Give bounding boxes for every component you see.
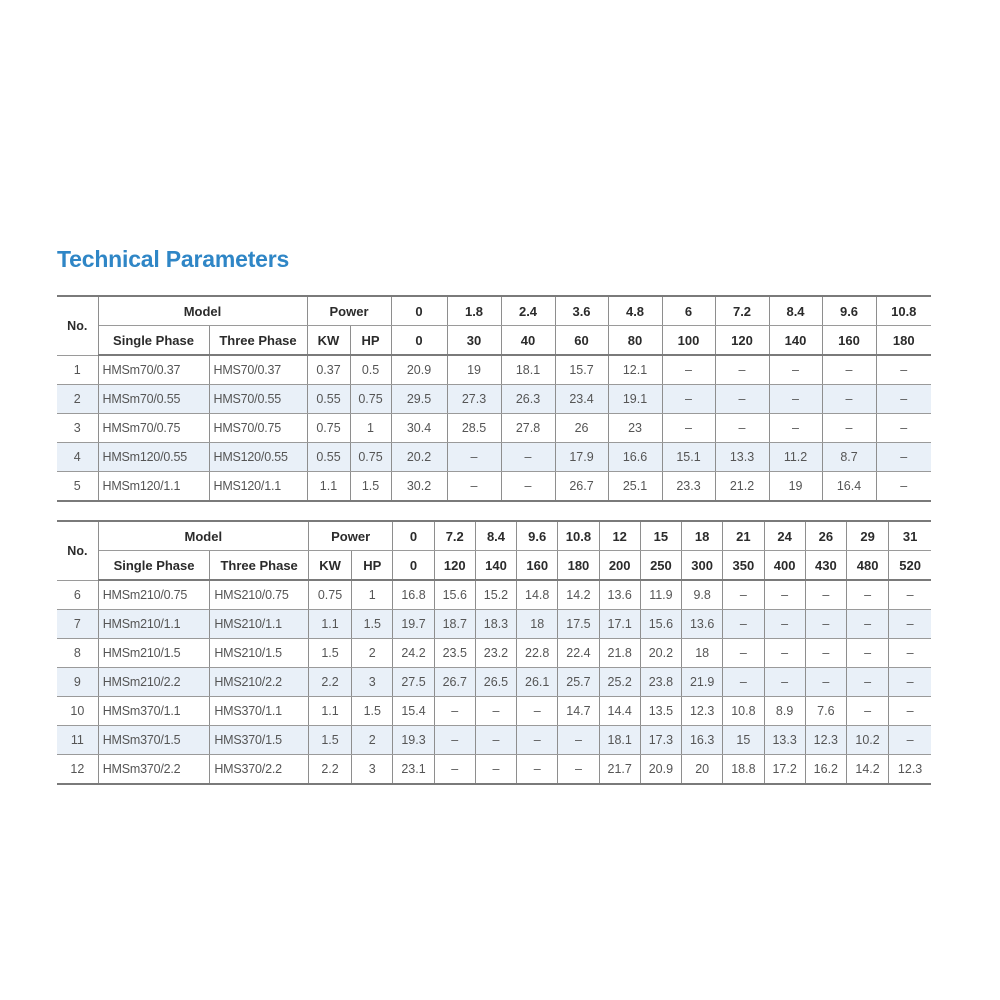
flow-header-top: 2.4	[501, 296, 555, 326]
head-value-cell: –	[434, 726, 475, 755]
flow-header-bottom: 60	[555, 326, 608, 356]
power-header: Power	[308, 521, 392, 551]
flow-header-bottom: 80	[608, 326, 662, 356]
table-row	[57, 726, 931, 755]
row-number-cell: 12	[57, 755, 98, 785]
head-value-cell: 8.9	[764, 697, 805, 726]
head-value-cell: 14.8	[517, 580, 558, 610]
head-value-cell: 26.7	[434, 668, 475, 697]
head-value-cell: –	[805, 668, 846, 697]
head-value-cell: –	[501, 443, 555, 472]
single-phase-model-cell: HMSm370/1.5	[98, 726, 210, 755]
flow-header-top: 3.6	[555, 296, 608, 326]
head-value-cell: 20.9	[640, 755, 681, 785]
flow-header-top: 8.4	[769, 296, 822, 326]
head-value-cell: 21.9	[682, 668, 723, 697]
head-value-cell: –	[662, 355, 715, 385]
head-value-cell: 14.2	[558, 580, 599, 610]
head-value-cell: 14.7	[558, 697, 599, 726]
head-value-cell: 10.2	[846, 726, 888, 755]
head-value-cell: –	[846, 639, 888, 668]
row-number-cell: 8	[57, 639, 98, 668]
head-value-cell: 9.8	[682, 580, 723, 610]
head-value-cell: 17.2	[764, 755, 805, 785]
kw-cell: 1.1	[308, 697, 351, 726]
head-value-cell: 18.1	[599, 726, 640, 755]
table-body	[57, 355, 931, 501]
flow-header-bottom: 0	[393, 551, 434, 581]
hp-cell: 0.5	[350, 355, 391, 385]
head-value-cell: –	[822, 414, 876, 443]
head-value-cell: 13.6	[682, 610, 723, 639]
flow-header-bottom: 250	[640, 551, 681, 581]
head-value-cell: 11.2	[769, 443, 822, 472]
flow-header-bottom: 520	[889, 551, 931, 581]
head-value-cell: 20.9	[391, 355, 447, 385]
head-value-cell: 18.1	[501, 355, 555, 385]
head-value-cell: 22.4	[558, 639, 599, 668]
head-value-cell: 30.2	[391, 472, 447, 502]
head-value-cell: 14.2	[846, 755, 888, 785]
flow-header-bottom: 400	[764, 551, 805, 581]
table-row	[57, 472, 931, 502]
head-value-cell: 20.2	[391, 443, 447, 472]
single-phase-model-cell: HMSm70/0.37	[98, 355, 209, 385]
flow-header-top: 21	[723, 521, 764, 551]
model-header: Model	[98, 521, 308, 551]
head-value-cell: 11.9	[640, 580, 681, 610]
head-value-cell: 17.3	[640, 726, 681, 755]
head-value-cell: 16.6	[608, 443, 662, 472]
model-header: Model	[98, 296, 307, 326]
table-row	[57, 755, 931, 785]
flow-header-top: 31	[889, 521, 931, 551]
table-row	[57, 385, 931, 414]
head-value-cell: 16.2	[805, 755, 846, 785]
table-body	[57, 580, 931, 784]
head-value-cell: 18.8	[723, 755, 764, 785]
head-value-cell: 15.6	[640, 610, 681, 639]
three-phase-model-cell: HMS370/1.1	[210, 697, 309, 726]
header-row-bottom	[57, 326, 931, 356]
head-value-cell: –	[434, 755, 475, 785]
table-row	[57, 697, 931, 726]
head-value-cell: 20.2	[640, 639, 681, 668]
head-value-cell: 23.4	[555, 385, 608, 414]
row-number-cell: 5	[57, 472, 98, 502]
head-value-cell: –	[876, 385, 931, 414]
table-row	[57, 580, 931, 610]
head-value-cell: –	[723, 668, 764, 697]
head-value-cell: 18.7	[434, 610, 475, 639]
hp-cell: 2	[352, 639, 393, 668]
head-value-cell: –	[764, 668, 805, 697]
single-phase-header: Single Phase	[98, 326, 209, 356]
row-number-cell: 1	[57, 355, 98, 385]
three-phase-header: Three Phase	[209, 326, 307, 356]
head-value-cell: –	[475, 755, 516, 785]
no-header: No.	[57, 521, 98, 580]
flow-header-bottom: 160	[517, 551, 558, 581]
head-value-cell: –	[846, 697, 888, 726]
kw-cell: 1.5	[308, 639, 351, 668]
head-value-cell: 18.3	[475, 610, 516, 639]
head-value-cell: –	[889, 580, 931, 610]
hp-cell: 0.75	[350, 385, 391, 414]
head-value-cell: –	[846, 668, 888, 697]
head-value-cell: –	[889, 726, 931, 755]
head-value-cell: 24.2	[393, 639, 434, 668]
kw-cell: 2.2	[308, 668, 351, 697]
three-phase-model-cell: HMS120/1.1	[209, 472, 307, 502]
head-value-cell: –	[723, 639, 764, 668]
spec-table-1	[57, 295, 931, 502]
flow-header-top: 0	[393, 521, 434, 551]
single-phase-header: Single Phase	[98, 551, 210, 581]
single-phase-model-cell: HMSm210/2.2	[98, 668, 210, 697]
hp-cell: 2	[352, 726, 393, 755]
hp-cell: 1.5	[352, 610, 393, 639]
head-value-cell: –	[715, 414, 769, 443]
head-value-cell: –	[805, 639, 846, 668]
hp-cell: 1.5	[350, 472, 391, 502]
flow-header-top: 24	[764, 521, 805, 551]
head-value-cell: 25.2	[599, 668, 640, 697]
three-phase-header: Three Phase	[210, 551, 309, 581]
three-phase-model-cell: HMS370/1.5	[210, 726, 309, 755]
single-phase-model-cell: HMSm210/1.1	[98, 610, 210, 639]
table-row	[57, 639, 931, 668]
head-value-cell: –	[434, 697, 475, 726]
head-value-cell: –	[889, 697, 931, 726]
head-value-cell: 23.1	[393, 755, 434, 785]
head-value-cell: –	[723, 610, 764, 639]
head-value-cell: 28.5	[447, 414, 501, 443]
hp-cell: 0.75	[350, 443, 391, 472]
single-phase-model-cell: HMSm120/1.1	[98, 472, 209, 502]
head-value-cell: –	[876, 443, 931, 472]
flow-header-top: 9.6	[517, 521, 558, 551]
head-value-cell: 15.2	[475, 580, 516, 610]
head-value-cell: –	[769, 414, 822, 443]
flow-header-bottom: 140	[475, 551, 516, 581]
three-phase-model-cell: HMS210/0.75	[210, 580, 309, 610]
head-value-cell: 26.1	[517, 668, 558, 697]
head-value-cell: 17.1	[599, 610, 640, 639]
head-value-cell: –	[447, 472, 501, 502]
head-value-cell: –	[558, 755, 599, 785]
single-phase-model-cell: HMSm210/0.75	[98, 580, 210, 610]
hp-header: HP	[352, 551, 393, 581]
head-value-cell: –	[715, 385, 769, 414]
head-value-cell: 27.3	[447, 385, 501, 414]
head-value-cell: –	[889, 639, 931, 668]
head-value-cell: –	[517, 726, 558, 755]
head-value-cell: 17.9	[555, 443, 608, 472]
head-value-cell: –	[517, 697, 558, 726]
kw-cell: 0.55	[307, 443, 350, 472]
head-value-cell: 26.5	[475, 668, 516, 697]
head-value-cell: 16.4	[822, 472, 876, 502]
head-value-cell: 13.5	[640, 697, 681, 726]
hp-cell: 1.5	[352, 697, 393, 726]
head-value-cell: –	[876, 414, 931, 443]
header-row-bottom	[57, 551, 931, 581]
flow-header-top: 9.6	[822, 296, 876, 326]
head-value-cell: 21.8	[599, 639, 640, 668]
table-row	[57, 355, 931, 385]
head-value-cell: 23	[608, 414, 662, 443]
head-value-cell: –	[475, 726, 516, 755]
kw-cell: 2.2	[308, 755, 351, 785]
hp-header: HP	[350, 326, 391, 356]
single-phase-model-cell: HMSm120/0.55	[98, 443, 209, 472]
head-value-cell: –	[876, 355, 931, 385]
head-value-cell: 20	[682, 755, 723, 785]
head-value-cell: –	[558, 726, 599, 755]
flow-header-bottom: 120	[434, 551, 475, 581]
flow-header-top: 12	[599, 521, 640, 551]
head-value-cell: 22.8	[517, 639, 558, 668]
head-value-cell: 15.6	[434, 580, 475, 610]
power-header: Power	[307, 296, 391, 326]
head-value-cell: 15	[723, 726, 764, 755]
flow-header-bottom: 180	[876, 326, 931, 356]
flow-header-bottom: 120	[715, 326, 769, 356]
head-value-cell: –	[447, 443, 501, 472]
flow-header-top: 15	[640, 521, 681, 551]
head-value-cell: –	[846, 610, 888, 639]
row-number-cell: 10	[57, 697, 98, 726]
flow-header-bottom: 30	[447, 326, 501, 356]
table-header	[57, 521, 931, 580]
row-number-cell: 3	[57, 414, 98, 443]
head-value-cell: 15.4	[393, 697, 434, 726]
flow-header-bottom: 160	[822, 326, 876, 356]
three-phase-model-cell: HMS370/2.2	[210, 755, 309, 785]
hp-cell: 1	[352, 580, 393, 610]
single-phase-model-cell: HMSm210/1.5	[98, 639, 210, 668]
flow-header-top: 7.2	[434, 521, 475, 551]
row-number-cell: 2	[57, 385, 98, 414]
kw-cell: 1.1	[308, 610, 351, 639]
head-value-cell: 26.7	[555, 472, 608, 502]
header-row-top	[57, 521, 931, 551]
flow-header-bottom: 480	[846, 551, 888, 581]
kw-cell: 0.75	[307, 414, 350, 443]
three-phase-model-cell: HMS70/0.55	[209, 385, 307, 414]
row-number-cell: 6	[57, 580, 98, 610]
head-value-cell: 12.1	[608, 355, 662, 385]
kw-header: KW	[308, 551, 351, 581]
head-value-cell: 23.2	[475, 639, 516, 668]
flow-header-bottom: 140	[769, 326, 822, 356]
flow-header-bottom: 40	[501, 326, 555, 356]
head-value-cell: 12.3	[889, 755, 931, 785]
table-header	[57, 296, 931, 355]
flow-header-top: 0	[391, 296, 447, 326]
head-value-cell: –	[805, 580, 846, 610]
flow-header-top: 26	[805, 521, 846, 551]
kw-header: KW	[307, 326, 350, 356]
header-row-top	[57, 296, 931, 326]
row-number-cell: 11	[57, 726, 98, 755]
three-phase-model-cell: HMS210/1.5	[210, 639, 309, 668]
row-number-cell: 4	[57, 443, 98, 472]
head-value-cell: –	[715, 355, 769, 385]
head-value-cell: –	[889, 610, 931, 639]
flow-header-bottom: 100	[662, 326, 715, 356]
head-value-cell: 15.7	[555, 355, 608, 385]
head-value-cell: –	[822, 385, 876, 414]
head-value-cell: 19	[447, 355, 501, 385]
three-phase-model-cell: HMS120/0.55	[209, 443, 307, 472]
head-value-cell: 16.8	[393, 580, 434, 610]
flow-header-bottom: 180	[558, 551, 599, 581]
head-value-cell: 18	[517, 610, 558, 639]
head-value-cell: –	[769, 385, 822, 414]
head-value-cell: –	[822, 355, 876, 385]
head-value-cell: –	[723, 580, 764, 610]
three-phase-model-cell: HMS210/2.2	[210, 668, 309, 697]
head-value-cell: 13.3	[715, 443, 769, 472]
row-number-cell: 9	[57, 668, 98, 697]
head-value-cell: –	[764, 610, 805, 639]
table-row	[57, 414, 931, 443]
flow-header-bottom: 200	[599, 551, 640, 581]
head-value-cell: 15.1	[662, 443, 715, 472]
flow-header-top: 6	[662, 296, 715, 326]
flow-header-bottom: 350	[723, 551, 764, 581]
head-value-cell: 23.5	[434, 639, 475, 668]
head-value-cell: 23.3	[662, 472, 715, 502]
flow-header-top: 10.8	[876, 296, 931, 326]
single-phase-model-cell: HMSm70/0.55	[98, 385, 209, 414]
head-value-cell: 25.7	[558, 668, 599, 697]
head-value-cell: –	[889, 668, 931, 697]
head-value-cell: –	[876, 472, 931, 502]
flow-header-top: 1.8	[447, 296, 501, 326]
head-value-cell: 13.6	[599, 580, 640, 610]
head-value-cell: 26	[555, 414, 608, 443]
three-phase-model-cell: HMS210/1.1	[210, 610, 309, 639]
head-value-cell: 29.5	[391, 385, 447, 414]
head-value-cell: –	[764, 639, 805, 668]
head-value-cell: 12.3	[682, 697, 723, 726]
head-value-cell: 18	[682, 639, 723, 668]
single-phase-model-cell: HMSm70/0.75	[98, 414, 209, 443]
head-value-cell: 10.8	[723, 697, 764, 726]
kw-cell: 0.75	[308, 580, 351, 610]
three-phase-model-cell: HMS70/0.37	[209, 355, 307, 385]
head-value-cell: 8.7	[822, 443, 876, 472]
head-value-cell: 12.3	[805, 726, 846, 755]
head-value-cell: –	[769, 355, 822, 385]
head-value-cell: 14.4	[599, 697, 640, 726]
kw-cell: 1.1	[307, 472, 350, 502]
head-value-cell: –	[805, 610, 846, 639]
kw-cell: 0.55	[307, 385, 350, 414]
head-value-cell: 19.7	[393, 610, 434, 639]
flow-header-top: 29	[846, 521, 888, 551]
head-value-cell: –	[846, 580, 888, 610]
head-value-cell: 19	[769, 472, 822, 502]
spec-table-2	[57, 520, 931, 785]
flow-header-top: 7.2	[715, 296, 769, 326]
head-value-cell: 19.3	[393, 726, 434, 755]
head-value-cell: 25.1	[608, 472, 662, 502]
flow-header-bottom: 0	[391, 326, 447, 356]
head-value-cell: 17.5	[558, 610, 599, 639]
head-value-cell: –	[764, 580, 805, 610]
kw-cell: 0.37	[307, 355, 350, 385]
hp-cell: 1	[350, 414, 391, 443]
head-value-cell: 7.6	[805, 697, 846, 726]
page-title: Technical Parameters	[57, 246, 290, 272]
head-value-cell: –	[517, 755, 558, 785]
flow-header-bottom: 430	[805, 551, 846, 581]
flow-header-bottom: 300	[682, 551, 723, 581]
head-value-cell: –	[662, 385, 715, 414]
head-value-cell: 21.2	[715, 472, 769, 502]
head-value-cell: 21.7	[599, 755, 640, 785]
hp-cell: 3	[352, 668, 393, 697]
head-value-cell: 16.3	[682, 726, 723, 755]
row-number-cell: 7	[57, 610, 98, 639]
head-value-cell: 30.4	[391, 414, 447, 443]
head-value-cell: 26.3	[501, 385, 555, 414]
single-phase-model-cell: HMSm370/1.1	[98, 697, 210, 726]
flow-header-top: 8.4	[475, 521, 516, 551]
flow-header-top: 18	[682, 521, 723, 551]
flow-header-top: 10.8	[558, 521, 599, 551]
head-value-cell: 13.3	[764, 726, 805, 755]
hp-cell: 3	[352, 755, 393, 785]
head-value-cell: 27.8	[501, 414, 555, 443]
table-row	[57, 610, 931, 639]
head-value-cell: 23.8	[640, 668, 681, 697]
single-phase-model-cell: HMSm370/2.2	[98, 755, 210, 785]
kw-cell: 1.5	[308, 726, 351, 755]
no-header: No.	[57, 296, 98, 355]
head-value-cell: –	[475, 697, 516, 726]
table-row	[57, 668, 931, 697]
head-value-cell: –	[662, 414, 715, 443]
flow-header-top: 4.8	[608, 296, 662, 326]
head-value-cell: –	[501, 472, 555, 502]
three-phase-model-cell: HMS70/0.75	[209, 414, 307, 443]
head-value-cell: 27.5	[393, 668, 434, 697]
head-value-cell: 19.1	[608, 385, 662, 414]
table-row	[57, 443, 931, 472]
